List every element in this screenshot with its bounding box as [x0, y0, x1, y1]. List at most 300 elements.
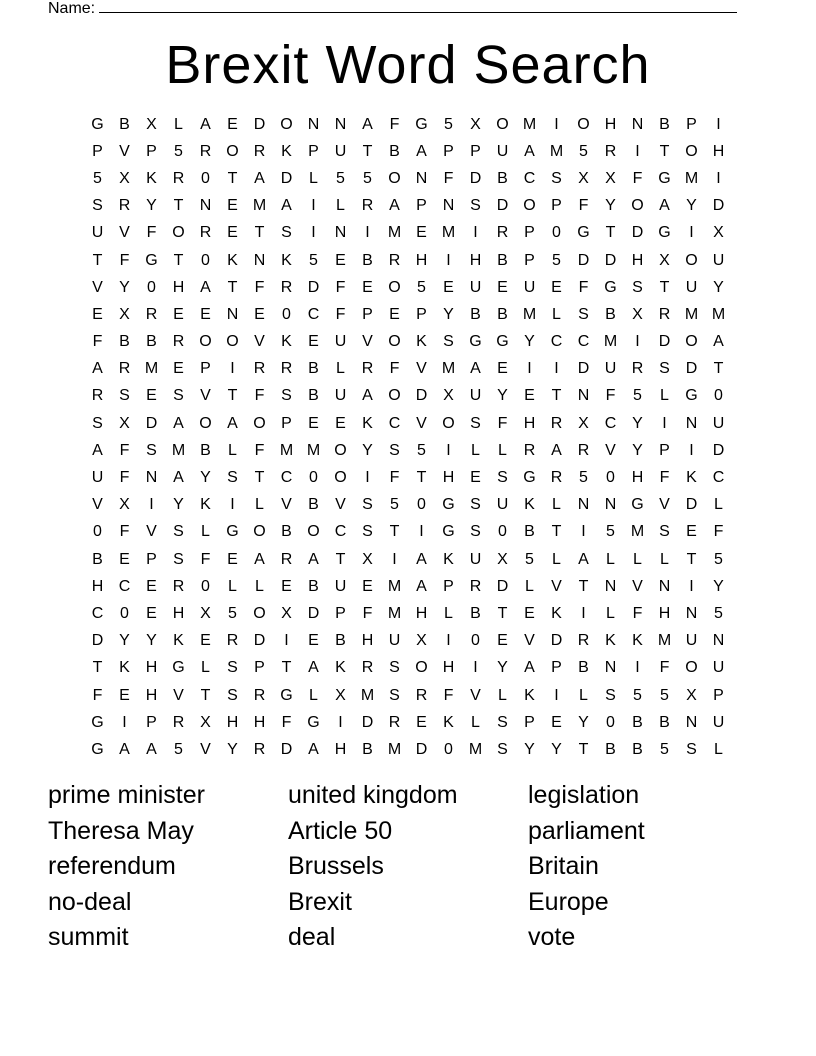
grid-letter: O [199, 414, 212, 432]
grid-letter: O [334, 441, 347, 459]
grid-letter: 5 [363, 169, 372, 187]
grid-letter: U [334, 577, 347, 595]
grid-letter: E [551, 713, 562, 731]
grid-letter: E [146, 387, 157, 405]
grid-letter: L [336, 197, 345, 215]
grid-letter: N [577, 387, 590, 405]
grid-letter: G [442, 496, 455, 514]
grid-letter: A [524, 142, 535, 160]
grid-letter: D [604, 251, 617, 269]
grid-letter: M [684, 305, 699, 323]
grid-letter: 0 [147, 278, 156, 296]
grid-letter: P [416, 305, 427, 323]
grid-letter: I [446, 632, 451, 650]
grid-letter: S [470, 414, 481, 432]
grid-letter: R [361, 659, 374, 677]
grid-letter: A [227, 414, 238, 432]
grid-letter: E [308, 414, 319, 432]
grid-letter: 5 [417, 441, 426, 459]
grid-letter: B [308, 577, 319, 595]
grid-letter: M [279, 441, 294, 459]
grid-letter: M [711, 305, 726, 323]
grid-letter: Y [713, 577, 724, 595]
grid-letter: B [605, 740, 616, 758]
grid-letter: B [362, 251, 373, 269]
grid-letter: S [470, 523, 481, 541]
grid-letter: S [281, 387, 292, 405]
grid-letter: H [523, 414, 536, 432]
grid-letter: D [577, 360, 590, 378]
grid-letter: R [172, 577, 185, 595]
grid-letter: O [307, 523, 320, 541]
word-list-item: deal [288, 923, 336, 952]
word-list-item: summit [48, 923, 129, 952]
grid-letter: R [91, 387, 104, 405]
grid-letter: M [387, 604, 402, 622]
grid-letter: V [200, 740, 211, 758]
grid-letter: F [578, 197, 589, 215]
grid-row [84, 410, 732, 437]
grid-letter: F [92, 686, 103, 704]
grid-letter: E [200, 305, 211, 323]
grid-letter: L [525, 577, 534, 595]
grid-letter: 5 [525, 550, 534, 568]
grid-letter: F [578, 278, 589, 296]
grid-letter: X [362, 550, 373, 568]
grid-letter: D [253, 115, 266, 133]
grid-letter: G [91, 713, 104, 731]
grid-letter: X [335, 686, 346, 704]
grid-letter: D [496, 197, 509, 215]
grid-letter: Y [443, 305, 454, 323]
grid-row [84, 655, 732, 682]
grid-letter: S [497, 469, 508, 487]
grid-letter: I [230, 360, 235, 378]
grid-letter: A [92, 360, 103, 378]
grid-letter: G [307, 713, 320, 731]
grid-row [84, 600, 732, 627]
grid-letter: P [146, 550, 157, 568]
grid-letter: L [201, 659, 210, 677]
grid-letter: L [498, 441, 507, 459]
grid-letter: Y [200, 469, 211, 487]
grid-letter: U [712, 713, 725, 731]
grid-letter: L [255, 577, 264, 595]
grid-letter: X [659, 251, 670, 269]
grid-letter: A [254, 550, 265, 568]
grid-letter: F [146, 224, 157, 242]
grid-letter: 5 [633, 387, 642, 405]
grid-letter: D [145, 414, 158, 432]
word-list-item: vote [528, 923, 576, 952]
grid-letter: Y [146, 632, 157, 650]
grid-row [84, 383, 732, 410]
grid-letter: L [714, 740, 723, 758]
grid-letter: E [524, 604, 535, 622]
grid-letter: T [173, 251, 184, 269]
grid-letter: I [635, 659, 640, 677]
grid-letter: B [335, 632, 346, 650]
grid-letter: O [685, 251, 698, 269]
grid-letter: A [416, 142, 427, 160]
grid-letter: B [119, 115, 130, 133]
grid-letter: T [227, 278, 238, 296]
grid-letter: U [469, 278, 482, 296]
grid-row [84, 274, 732, 301]
grid-letter: F [362, 604, 373, 622]
grid-letter: R [361, 360, 374, 378]
grid-letter: D [658, 333, 671, 351]
grid-letter: H [712, 142, 725, 160]
grid-letter: E [362, 577, 373, 595]
grid-letter: M [684, 169, 699, 187]
grid-letter: X [605, 169, 616, 187]
grid-letter: U [712, 414, 725, 432]
grid-letter: N [145, 469, 158, 487]
grid-letter: B [659, 713, 670, 731]
grid-letter: P [200, 360, 211, 378]
grid-letter: 0 [714, 387, 723, 405]
grid-letter: D [253, 632, 266, 650]
grid-letter: V [470, 686, 481, 704]
word-list-item: Brussels [288, 852, 384, 881]
word-list-item: Article 50 [288, 816, 393, 845]
grid-letter: O [685, 659, 698, 677]
grid-letter: B [470, 604, 481, 622]
grid-letter: U [91, 224, 104, 242]
grid-letter: K [146, 169, 157, 187]
grid-letter: L [714, 496, 723, 514]
grid-letter: B [119, 333, 130, 351]
grid-letter: U [712, 251, 725, 269]
grid-letter: Y [146, 197, 157, 215]
grid-letter: D [496, 577, 509, 595]
grid-letter: E [200, 632, 211, 650]
grid-letter: A [92, 441, 103, 459]
grid-letter: I [284, 632, 289, 650]
grid-letter: M [144, 360, 159, 378]
grid-letter: P [146, 713, 157, 731]
grid-letter: I [716, 115, 721, 133]
grid-letter: D [415, 740, 428, 758]
grid-letter: 5 [174, 142, 183, 160]
grid-letter: R [172, 333, 185, 351]
grid-letter: K [632, 632, 643, 650]
grid-letter: N [685, 604, 698, 622]
grid-letter: R [604, 142, 617, 160]
grid-letter: M [171, 441, 186, 459]
grid-letter: H [145, 686, 158, 704]
grid-letter: V [254, 333, 265, 351]
grid-letter: N [334, 115, 347, 133]
grid-letter: R [118, 360, 131, 378]
grid-letter: 5 [579, 142, 588, 160]
grid-letter: O [226, 333, 239, 351]
grid-letter: 5 [228, 604, 237, 622]
grid-letter: F [443, 169, 454, 187]
grid-letter: G [280, 686, 293, 704]
grid-letter: F [659, 469, 670, 487]
grid-letter: E [497, 632, 508, 650]
grid-row [84, 492, 732, 519]
grid-letter: P [92, 142, 103, 160]
grid-letter: L [228, 441, 237, 459]
grid-row [84, 628, 732, 655]
grid-letter: L [579, 686, 588, 704]
grid-letter: T [686, 550, 697, 568]
grid-letter: I [554, 115, 559, 133]
grid-letter: R [199, 142, 212, 160]
grid-letter: U [685, 278, 698, 296]
grid-letter: 5 [174, 740, 183, 758]
grid-letter: T [362, 142, 373, 160]
grid-letter: A [416, 577, 427, 595]
grid-letter: 0 [498, 523, 507, 541]
grid-row [84, 573, 732, 600]
grid-letter: X [416, 632, 427, 650]
grid-letter: V [281, 496, 292, 514]
grid-letter: O [280, 115, 293, 133]
grid-letter: S [389, 659, 400, 677]
name-field [48, 0, 737, 18]
grid-letter: V [416, 360, 427, 378]
grid-letter: I [662, 414, 667, 432]
grid-letter: O [442, 414, 455, 432]
word-list-item: Europe [528, 887, 609, 916]
grid-letter: A [416, 550, 427, 568]
grid-letter: I [473, 659, 478, 677]
grid-letter: G [631, 496, 644, 514]
grid-letter: N [685, 713, 698, 731]
grid-letter: B [524, 523, 535, 541]
grid-letter: 0 [93, 523, 102, 541]
grid-letter: R [361, 197, 374, 215]
grid-letter: R [577, 441, 590, 459]
grid-letter: P [713, 686, 724, 704]
grid-letter: 5 [714, 550, 723, 568]
grid-letter: P [470, 142, 481, 160]
grid-letter: A [200, 115, 211, 133]
grid-letter: C [307, 305, 320, 323]
grid-letter: G [496, 333, 509, 351]
grid-letter: M [657, 632, 672, 650]
grid-letter: S [632, 278, 643, 296]
grid-letter: K [362, 414, 373, 432]
grid-letter: E [227, 224, 238, 242]
grid-letter: G [523, 469, 536, 487]
grid-letter: O [334, 469, 347, 487]
grid-letter: S [362, 496, 373, 514]
grid-letter: 5 [552, 251, 561, 269]
grid-letter: P [146, 142, 157, 160]
grid-letter: U [523, 278, 536, 296]
grid-letter: H [604, 115, 617, 133]
grid-letter: F [605, 387, 616, 405]
grid-letter: F [443, 686, 454, 704]
grid-letter: E [227, 115, 238, 133]
grid-letter: K [524, 686, 535, 704]
grid-letter: V [119, 224, 130, 242]
grid-letter: M [630, 523, 645, 541]
grid-letter: 5 [309, 251, 318, 269]
grid-letter: H [172, 604, 185, 622]
grid-letter: E [92, 305, 103, 323]
grid-letter: T [578, 740, 589, 758]
grid-letter: I [581, 604, 586, 622]
grid-letter: U [604, 360, 617, 378]
grid-letter: M [468, 740, 483, 758]
grid-letter: O [388, 169, 401, 187]
grid-letter: P [443, 142, 454, 160]
grid-letter: T [227, 387, 238, 405]
grid-letter: G [145, 251, 158, 269]
grid-letter: G [577, 224, 590, 242]
grid-letter: X [632, 305, 643, 323]
grid-letter: V [605, 441, 616, 459]
grid-letter: M [549, 142, 564, 160]
grid-letter: D [712, 197, 725, 215]
grid-letter: E [173, 305, 184, 323]
grid-letter: R [496, 224, 509, 242]
grid-letter: F [119, 523, 130, 541]
grid-letter: G [604, 278, 617, 296]
grid-letter: I [689, 224, 694, 242]
grid-letter: A [578, 550, 589, 568]
grid-letter: T [389, 523, 400, 541]
grid-letter: Y [497, 387, 508, 405]
grid-letter: D [469, 169, 482, 187]
grid-letter: I [149, 496, 154, 514]
word-list-item: united kingdom [288, 781, 458, 809]
grid-letter: 5 [633, 686, 642, 704]
grid-letter: N [604, 496, 617, 514]
grid-letter: F [389, 360, 400, 378]
grid-letter: K [173, 632, 184, 650]
grid-letter: C [388, 414, 401, 432]
grid-letter: T [659, 142, 670, 160]
grid-row [84, 709, 732, 736]
grid-letter: I [689, 577, 694, 595]
grid-letter: S [146, 441, 157, 459]
grid-letter: O [415, 659, 428, 677]
grid-letter: S [281, 224, 292, 242]
grid-letter: B [308, 360, 319, 378]
grid-row [84, 301, 732, 328]
grid-letter: Y [551, 740, 562, 758]
grid-letter: O [253, 523, 266, 541]
grid-letter: P [416, 197, 427, 215]
grid-letter: T [605, 224, 616, 242]
grid-letter: C [280, 469, 293, 487]
grid-letter: R [523, 441, 536, 459]
grid-letter: Y [497, 659, 508, 677]
grid-letter: S [551, 169, 562, 187]
grid-letter: F [632, 169, 643, 187]
grid-letter: X [119, 496, 130, 514]
grid-letter: S [470, 197, 481, 215]
grid-letter: H [91, 577, 104, 595]
grid-letter: M [522, 115, 537, 133]
grid-letter: U [334, 387, 347, 405]
grid-letter: S [605, 686, 616, 704]
grid-letter: I [365, 469, 370, 487]
grid-letter: T [227, 169, 238, 187]
grid-letter: G [469, 333, 482, 351]
grid-letter: I [527, 360, 532, 378]
grid-letter: E [497, 360, 508, 378]
grid-letter: N [604, 659, 617, 677]
grid-letter: E [470, 469, 481, 487]
grid-letter: L [471, 441, 480, 459]
grid-letter: D [280, 740, 293, 758]
grid-letter: H [253, 713, 266, 731]
grid-letter: O [388, 278, 401, 296]
grid-letter: U [496, 142, 509, 160]
grid-letter: E [362, 278, 373, 296]
grid-letter: E [119, 550, 130, 568]
grid-letter: R [253, 740, 266, 758]
grid-letter: D [712, 441, 725, 459]
grid-letter: F [92, 333, 103, 351]
grid-letter: V [92, 496, 103, 514]
grid-letter: F [389, 469, 400, 487]
grid-letter: A [281, 197, 292, 215]
grid-letter: M [441, 360, 456, 378]
grid-letter: B [632, 740, 643, 758]
page-title: Brexit Word Search [165, 35, 651, 95]
grid-letter: X [443, 387, 454, 405]
grid-letter: Y [524, 740, 535, 758]
grid-letter: B [389, 142, 400, 160]
grid-letter: I [446, 251, 451, 269]
grid-letter: I [311, 224, 316, 242]
grid-letter: K [443, 550, 454, 568]
grid-letter: G [442, 523, 455, 541]
grid-letter: N [685, 414, 698, 432]
grid-letter: X [686, 686, 697, 704]
grid-letter: O [388, 387, 401, 405]
grid-letter: Y [713, 278, 724, 296]
grid-letter: B [659, 115, 670, 133]
grid-row [84, 193, 732, 220]
grid-letter: H [631, 469, 644, 487]
grid-letter: R [577, 632, 590, 650]
grid-letter: X [497, 550, 508, 568]
grid-letter: O [685, 142, 698, 160]
grid-letter: K [551, 604, 562, 622]
grid-letter: R [658, 305, 671, 323]
grid-letter: D [307, 278, 320, 296]
grid-row [84, 138, 732, 165]
grid-letter: K [119, 659, 130, 677]
grid-letter: 5 [390, 496, 399, 514]
grid-letter: 5 [444, 115, 453, 133]
grid-letter: P [686, 115, 697, 133]
grid-letter: O [253, 604, 266, 622]
grid-letter: E [308, 333, 319, 351]
grid-row [84, 356, 732, 383]
grid-letter: O [199, 333, 212, 351]
grid-letter: 0 [201, 577, 210, 595]
grid-letter: L [660, 387, 669, 405]
grid-letter: H [415, 251, 428, 269]
grid-letter: B [497, 305, 508, 323]
grid-letter: L [606, 604, 615, 622]
grid-letter: S [92, 414, 103, 432]
grid-letter: E [497, 278, 508, 296]
grid-letter: N [334, 224, 347, 242]
grid-letter: G [685, 387, 698, 405]
